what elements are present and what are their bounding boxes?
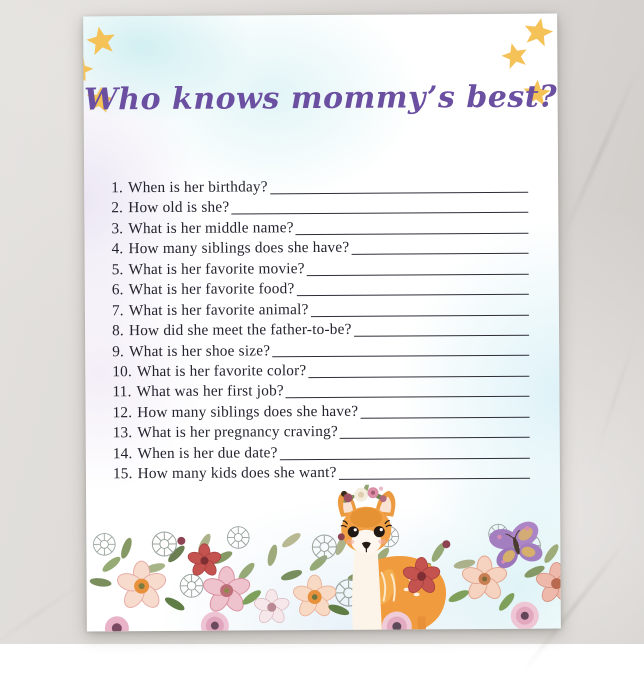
question-number: 10.: [112, 363, 133, 381]
answer-blank-line: [286, 396, 530, 398]
question-number: 12.: [112, 403, 133, 422]
question-number: 1.: [111, 179, 124, 197]
gold-star-icon: [83, 54, 96, 84]
marble-vein: [0, 580, 86, 650]
question-list: [111, 176, 530, 485]
answer-blank-line: [354, 335, 529, 337]
watercolor-flower-border: [86, 484, 561, 632]
fawn-with-flower-crown-illustration: [338, 484, 447, 630]
question-text: What is her favorite animal?: [128, 300, 309, 319]
question-number: 9.: [112, 342, 125, 360]
question-text: What is her pregnancy craving?: [137, 423, 338, 442]
page-title: Who knows mommy’s best?: [83, 79, 558, 118]
question-number: 15.: [112, 465, 133, 483]
answer-blank-line: [311, 314, 529, 316]
question-number: 7.: [111, 301, 124, 319]
question-text: How did she meet the father-to-be?: [128, 320, 352, 340]
question-text: How many siblings does she have?: [137, 402, 359, 421]
question-number: 5.: [111, 260, 124, 279]
question-number: 8.: [111, 322, 124, 340]
answer-blank-line: [280, 457, 530, 460]
question-row: [111, 196, 528, 219]
question-number: 11.: [112, 383, 132, 401]
question-row: [111, 237, 528, 260]
marble-vein: [559, 68, 639, 243]
answer-blank-line: [308, 376, 529, 378]
question-row: [113, 421, 530, 444]
answer-blank-line: [360, 416, 529, 418]
gold-star-icon: [499, 40, 532, 72]
question-number: 3.: [111, 220, 124, 238]
question-number: 6.: [111, 281, 124, 299]
baby-shower-game-card: [83, 14, 561, 632]
question-text: What was her first job?: [136, 382, 284, 401]
gold-star-icon: [84, 24, 119, 58]
question-row: [112, 380, 529, 403]
question-row: [113, 441, 530, 464]
question-number: 13.: [112, 424, 133, 442]
question-row: [112, 360, 529, 383]
question-text: What is her shoe size?: [128, 341, 271, 360]
question-text: What is her favorite movie?: [128, 259, 305, 278]
question-row: [113, 462, 530, 485]
question-row: [112, 278, 529, 301]
question-text: How many siblings does she have?: [128, 239, 350, 258]
answer-blank-line: [231, 212, 528, 215]
answer-blank-line: [296, 294, 528, 296]
question-row: [111, 176, 528, 199]
question-number: 14.: [112, 444, 133, 462]
question-text: What is her middle name?: [128, 219, 294, 238]
answer-blank-line: [339, 478, 530, 480]
question-row: [112, 298, 529, 321]
question-text: How old is she?: [128, 199, 230, 217]
question-number: 4.: [111, 240, 124, 258]
question-text: What is her favorite food?: [128, 280, 295, 299]
answer-blank-line: [272, 355, 529, 358]
marble-vein: [595, 333, 637, 457]
question-row: [112, 401, 529, 424]
question-number: 2.: [111, 199, 124, 217]
answer-blank-line: [351, 253, 528, 255]
question-row: [112, 319, 529, 342]
answer-blank-line: [296, 233, 529, 235]
question-text: When is her due date?: [137, 443, 278, 462]
question-text: What is her favorite color?: [136, 362, 307, 381]
gold-star-icon: [521, 15, 556, 49]
answer-blank-line: [307, 273, 529, 275]
question-row: [112, 257, 529, 280]
question-row: [112, 339, 529, 362]
answer-blank-line: [340, 437, 530, 439]
question-row: [111, 217, 528, 240]
question-text: When is her birthday?: [127, 178, 268, 197]
question-text: How many kids does she want?: [137, 464, 337, 483]
answer-blank-line: [270, 192, 528, 195]
